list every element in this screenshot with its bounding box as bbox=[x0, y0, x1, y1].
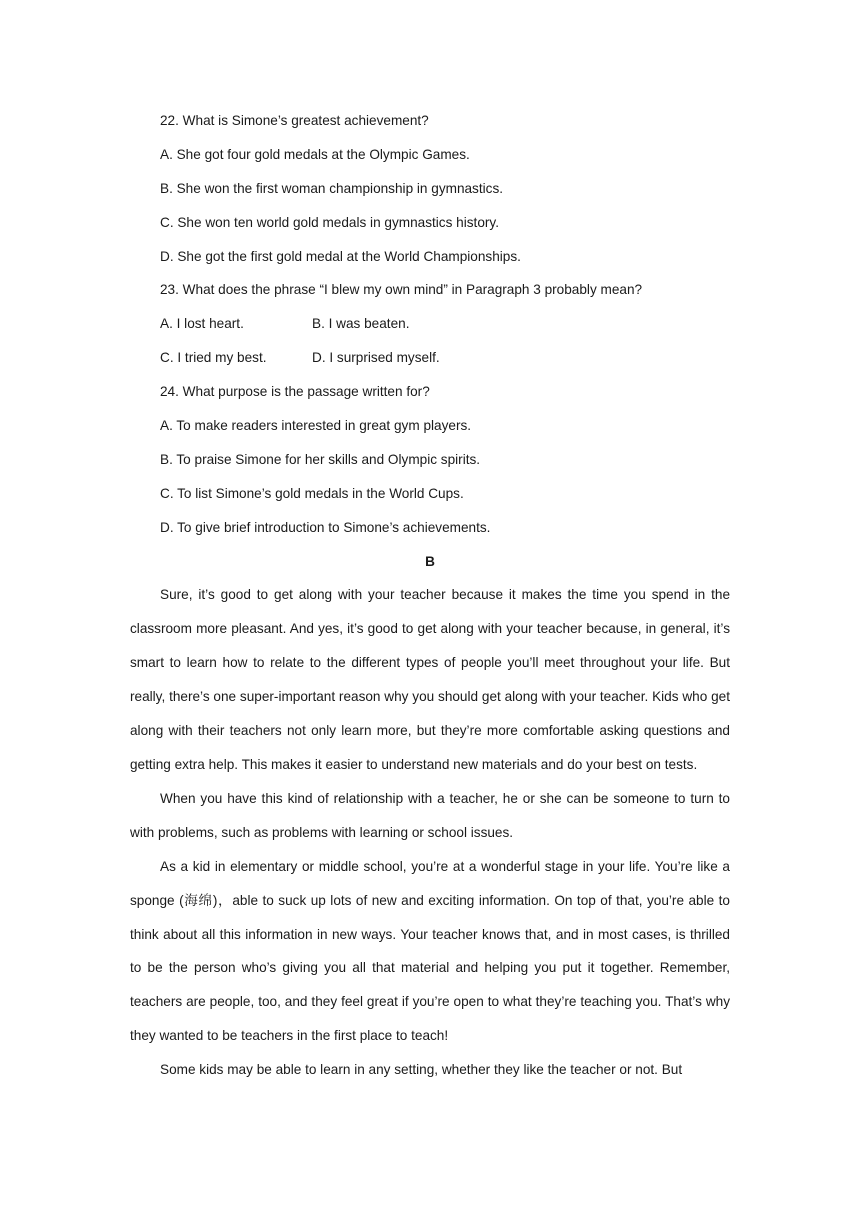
question-24-stem: 24. What purpose is the passage written for? bbox=[160, 384, 430, 400]
passage-paragraph-1: Sure, it’s good to get along with your teacher because it makes the time you spend in the classroom more pleasant. And yes, it’s good to get along with your teacher because, in general, it’s smart to learn how to relate to the different types of people you’ll meet throughout your life. But really, there’s one super-important reason why you should get along with your teacher. Kids who get along with their teachers not only learn more, but they’re more comfortable asking questions and getting extra help. This makes it easier to understand new materials and do your best on tests. bbox=[130, 587, 730, 772]
passage-paragraph-2: When you have this kind of relationship with a teacher, he or she can be someone to turn to with problems, such as problems with learning or school issues. bbox=[130, 790, 730, 840]
question-23-stem: 23. What does the phrase “I blew my own mind” in Paragraph 3 probably mean? bbox=[160, 282, 643, 298]
question-22-stem: 22. What is Simone’s greatest achievement? bbox=[160, 113, 429, 128]
page-content bbox=[130, 104, 730, 1087]
question-23-options-row-1 bbox=[130, 307, 730, 341]
question-24-option-b: B. To praise Simone for her skills and Olympic spirits. bbox=[160, 451, 481, 467]
question-23-option-c: C. I tried my best. bbox=[160, 350, 267, 366]
question-23-option-b: B. I was beaten. bbox=[312, 316, 410, 332]
passage-paragraph-4: Some kids may be able to learn in any setting, whether they like the teacher or not. But bbox=[160, 1062, 683, 1078]
question-22-option-d: D. She got the first gold medal at the World Championships. bbox=[160, 248, 521, 264]
question-24-option-d: D. To give brief introduction to Simone’s achievements. bbox=[160, 519, 491, 535]
question-23-option-a: A. I lost heart. bbox=[160, 316, 244, 332]
question-23-options-row-2 bbox=[130, 341, 730, 375]
question-24-option-c: C. To list Simone’s gold medals in the World Cups. bbox=[160, 485, 464, 501]
question-22-option-c: C. She won ten world gold medals in gymnastics history. bbox=[160, 214, 499, 230]
question-24-option-a: A. To make readers interested in great gym players. bbox=[160, 418, 472, 434]
passage-paragraph-3: As a kid in elementary or middle school, you’re at a wonderful stage in your life. You’re like a sponge (海绵)，able to suck up lots of new and exciting information. On top of that, you’re able to think about all this information in new ways. Your teacher knows that, and in most cases, is thrilled to be the person who’s giving you all that material and helping you put it together. Remember, teachers are people, too, and they feel great if you’re open to what they’re teaching you. That’s why they wanted to be teachers in the first place to teach! bbox=[130, 858, 730, 1044]
section-b-heading: B bbox=[425, 553, 435, 569]
question-23-option-d: D. I surprised myself. bbox=[312, 350, 440, 366]
question-22-option-a: A. She got four gold medals at the Olympic Games. bbox=[160, 146, 470, 162]
question-22-option-b: B. She won the first woman championship in gymnastics. bbox=[160, 180, 504, 196]
